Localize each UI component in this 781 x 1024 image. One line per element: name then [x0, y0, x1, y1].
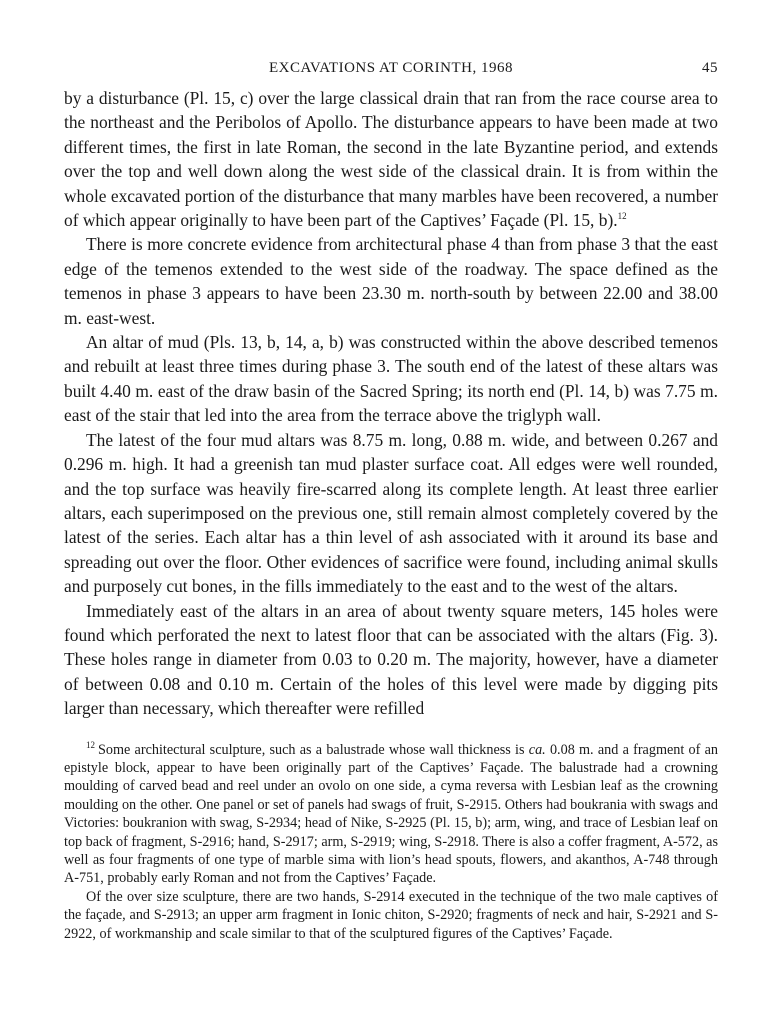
- footnote-12-para-2: Of the over size sculpture, there are two hands, S-2914 executed in the technique of the two male captives of the façade, and S-2913; an upper arm fragment in Ionic chiton, S-2920; fragments of neck and hair, S-2921 and S-2922, of workmanship and scale similar to that of the sculptured figures of the Captives’ Façade.: [64, 888, 718, 942]
- footnote-12-para-1: [64, 741, 718, 888]
- running-header: [64, 54, 718, 82]
- main-text: [64, 86, 718, 721]
- paragraph-2: There is more concrete evidence from architectural phase 4 than from phase 3 that the east edge of the temenos extended to the west side of the roadway. The space defined as the temenos in phase 3 appears to have been 23.30 m. north-south by between 22.00 and 38.00 m. east-west.: [64, 234, 718, 328]
- paragraph-1-text: by a disturbance (Pl. 15, c) over the large classical drain that ran from the race course area to the northeast and the Peribolos of Apollo. The disturbance appears to have been made at two different times, the first in late Roman, the second in the late Byzantine period, and extends over the top and well down along the west side of the classical drain. It is from within the whole excavated portion of the disturbance that many marbles have been recovered, a number of which appear originally to have been part of the Captives’ Façade (Pl. 15, b).: [64, 88, 718, 231]
- footnote-text-b: 0.08 m. and a fragment of an epistyle block, appear to have been originally part of the Captives’ Façade. The balustrade had a crowning moulding of carved bead and reel under an ovolo on one side, a cyma reversa with Lesbian leaf as the crowning moulding on the other. One panel or set of panels had swags of fruit, S-2915. Others had boukrania with swags and Victories: boukranion with swag, S-2934; head of Nike, S-2925 (Pl. 15, b); arm, wing, and trace of Lesbian leaf on top back of fragment, S-2916; hand, S-2917; arm, S-2919; wing, S-2918. There is also a coffer fragment, A-572, as well as four fragments of one type of marble sima with lion’s head spouts, flowers, and akanthos, A-748 through A-751, probably early Roman and not from the Captives’ Façade.: [64, 741, 719, 887]
- footnotes: [64, 741, 718, 943]
- page-number: 45: [702, 60, 718, 76]
- footnote-text-a: Some architectural sculpture, such as a balustrade whose wall thickness is: [98, 741, 529, 758]
- paragraph-4: The latest of the four mud altars was 8.75 m. long, 0.88 m. wide, and between 0.267 and 0.296 m. high. It had a greenish tan mud plaster surface coat. All edges were well rounded, and the top surface was heavily fire-scarred along its complete length. At least three earlier altars, each superimposed on the previous one, still remain almost completely covered by the latest of the series. Each altar has a thin level of ash associated with it around its base and spreading out over the floor. Other evidences of sacrifice were found, including animal skulls and purposely cut bones, in the fills immediately to the east and to the west of the altars.: [64, 429, 718, 597]
- footnote-reference-12[interactable]: 12: [617, 211, 627, 222]
- footnote-number: 12: [86, 739, 95, 750]
- page: [64, 54, 718, 943]
- paragraph-1: [64, 86, 718, 232]
- running-title: EXCAVATIONS AT CORINTH, 1968: [268, 60, 514, 76]
- paragraph-5: Immediately east of the altars in an area of about twenty square meters, 145 holes were found which perforated the next to latest floor that can be associated with the altars (Fig. 3). These holes range in diameter from 0.03 to 0.20 m. The majority, however, have a diameter of between 0.08 and 0.10 m. Certain of the holes of this level were made by digging pits larger than necessary, which thereafter were refilled: [64, 600, 718, 719]
- paragraph-3: An altar of mud (Pls. 13, b, 14, a, b) was constructed within the above described temenos and rebuilt at least three times during phase 3. The south end of the latest of these altars was built 4.40 m. east of the draw basin of the Sacred Spring; its north end (Pl. 14, b) was 7.75 m. east of the stair that led into the area from the terrace above the triglyph wall.: [64, 332, 718, 426]
- footnote-italic: ca.: [528, 741, 546, 758]
